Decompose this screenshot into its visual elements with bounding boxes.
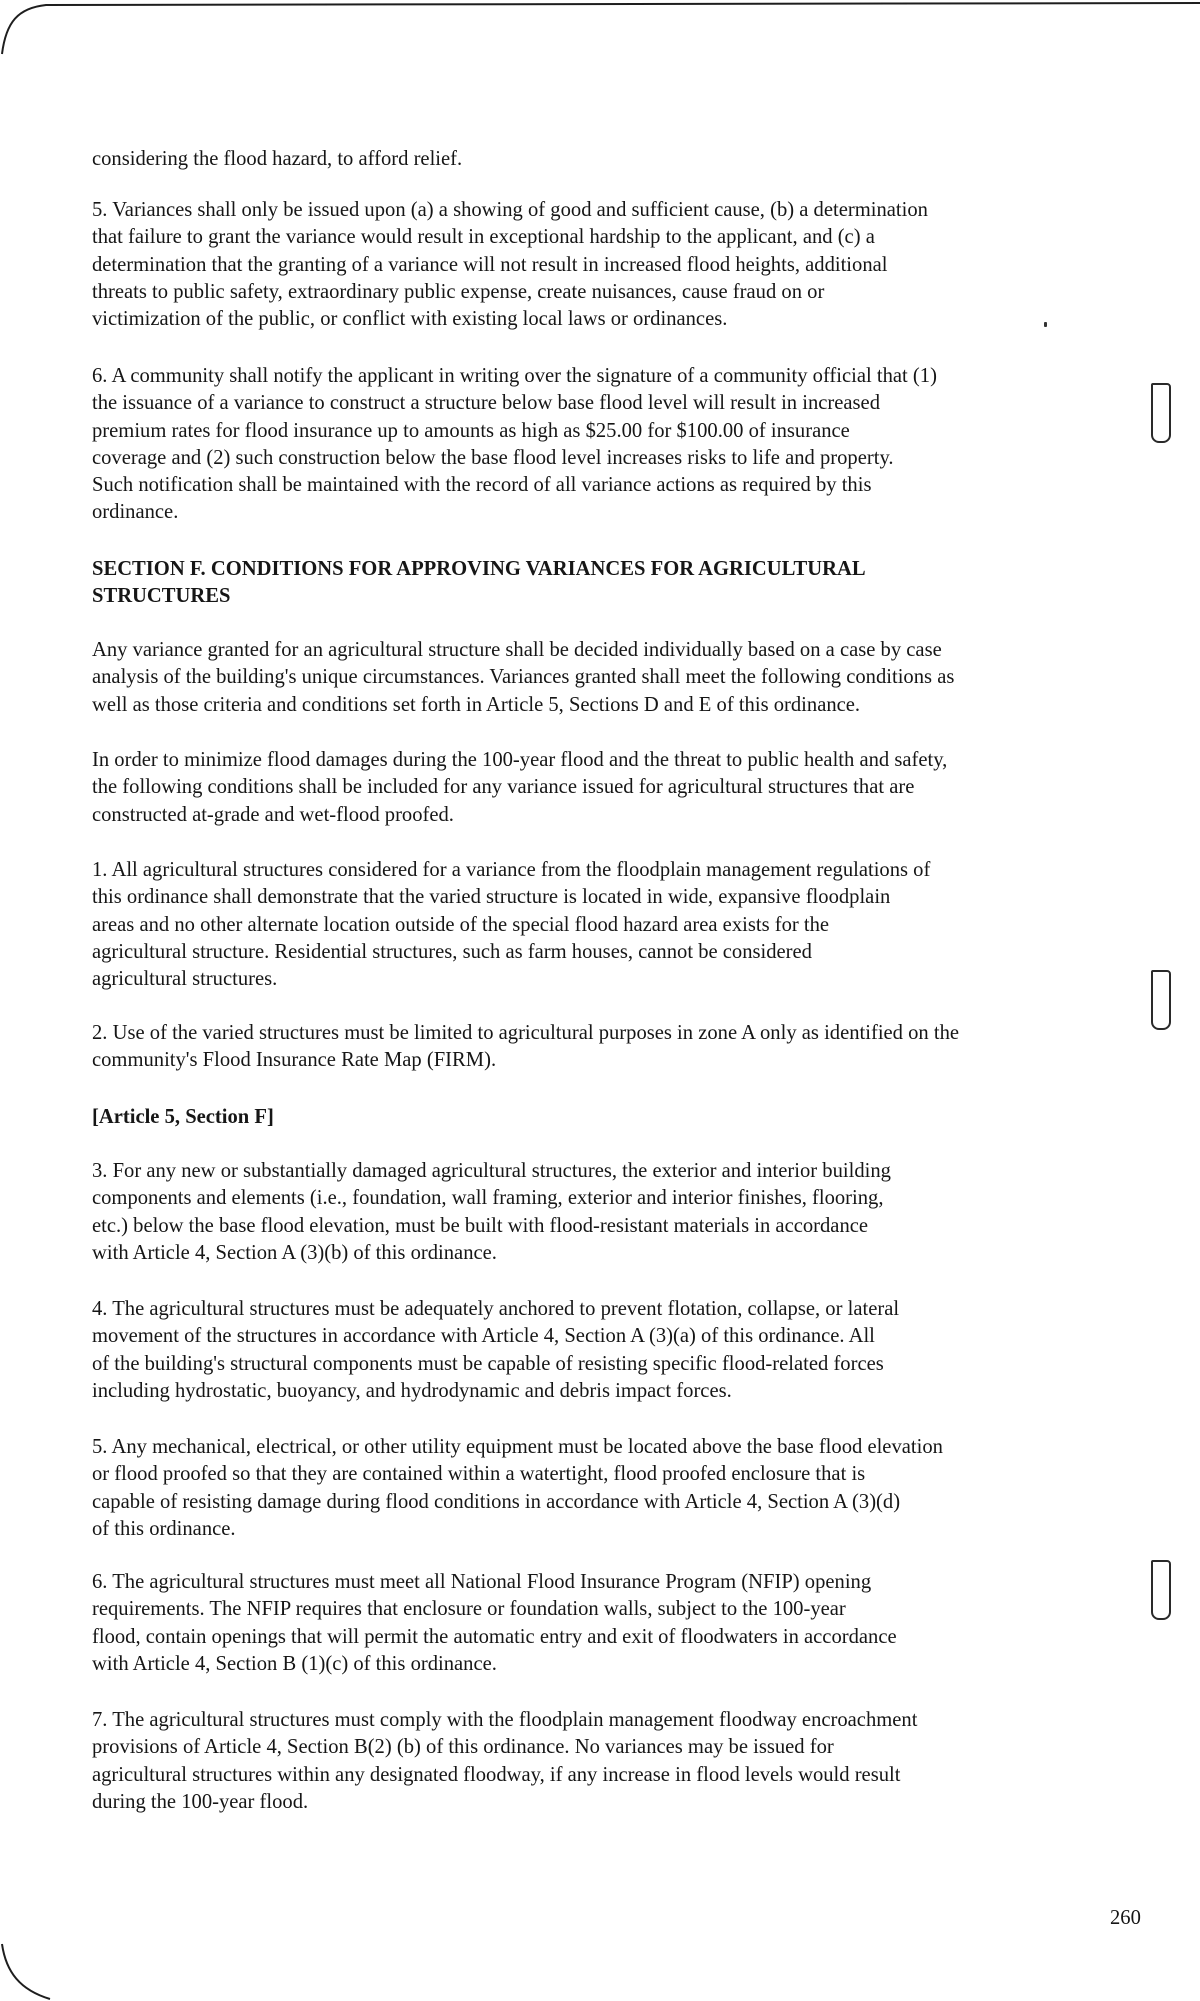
text-line: agricultural structures. <box>92 968 278 991</box>
margin-bracket-mark <box>1151 383 1171 443</box>
paragraph-variance-item-5 <box>92 197 928 333</box>
text-line: of this ordinance. <box>92 1517 236 1540</box>
text-line: [Article 5, Section F] <box>92 1106 274 1128</box>
text-line: during the 100-year flood. <box>92 1790 309 1813</box>
text-line: agricultural structure. Residential structures, such as farm houses, cannot be considered <box>92 940 812 963</box>
text-line: well as those criteria and conditions set forth in Article 5, Sections D and E of this ordinance. <box>92 693 861 716</box>
margin-bracket-mark <box>1151 970 1171 1030</box>
text-line: flood, contain openings that will permit the automatic entry and exit of floodwaters in accordance <box>92 1625 897 1648</box>
paragraph-condition-2 <box>92 1020 959 1075</box>
text-line: of the building's structural components must be capable of resisting specific flood-related forces <box>92 1352 884 1375</box>
text-line: 6. A community shall notify the applicant in writing over the signature of a community official that (1) <box>92 365 937 387</box>
text-line: ordinance. <box>92 501 179 524</box>
article-reference <box>92 1104 274 1131</box>
text-line: with Article 4, Section A (3)(b) of this ordinance. <box>92 1241 497 1264</box>
text-line: or flood proofed so that they are contained within a watertight, flood proofed enclosure that is <box>92 1463 866 1486</box>
paragraph-condition-5 <box>92 1434 943 1543</box>
margin-bracket-mark <box>1151 1560 1171 1620</box>
text-line: areas and no other alternate location outside of the special flood hazard area exists for the <box>92 913 830 936</box>
text-line: movement of the structures in accordance with Article 4, Section A (3)(a) of this ordinance. All <box>92 1325 875 1348</box>
text-line: components and elements (i.e., foundation, wall framing, exterior and interior finishes, flooring, <box>92 1187 884 1210</box>
text-line: requirements. The NFIP requires that enclosure or foundation walls, subject to the 100-year <box>92 1598 846 1621</box>
text-line: agricultural structures within any designated floodway, if any increase in flood levels would result <box>92 1763 901 1786</box>
heading-line: STRUCTURES <box>92 585 231 608</box>
text-line: 3. For any new or substantially damaged agricultural structures, the exterior and interior building <box>92 1160 891 1182</box>
text-line: threats to public safety, extraordinary public expense, create nuisances, cause fraud on or <box>92 280 825 303</box>
paragraph-condition-7 <box>92 1707 917 1816</box>
text-line: with Article 4, Section B (1)(c) of this ordinance. <box>92 1652 497 1675</box>
page-number: 260 <box>1110 1907 1141 1929</box>
text-line: Such notification shall be maintained with the record of all variance actions as required by this <box>92 474 872 497</box>
text-line: 2. Use of the varied structures must be limited to agricultural purposes in zone A only as identified on the <box>92 1022 960 1044</box>
text-line: In order to minimize flood damages during the 100-year flood and the threat to public health and safety, <box>92 749 948 771</box>
paragraph-variance-item-6 <box>92 363 937 527</box>
text-line: that failure to grant the variance would result in exceptional hardship to the applicant, and (c) a <box>92 226 875 249</box>
text-line: constructed at-grade and wet-flood proofed. <box>92 803 454 826</box>
text-line: 1. All agricultural structures considered for a variance from the floodplain management regulations of <box>92 859 931 881</box>
text-line: 6. The agricultural structures must meet all National Flood Insurance Program (NFIP) opening <box>92 1571 872 1593</box>
text-line: including hydrostatic, buoyancy, and hydrodynamic and debris impact forces. <box>92 1379 732 1402</box>
section-f-heading <box>92 556 866 611</box>
text-line: analysis of the building's unique circumstances. Variances granted shall meet the following conditions as <box>92 666 955 689</box>
text-line: community's Flood Insurance Rate Map (FIRM). <box>92 1049 497 1072</box>
text-line: this ordinance shall demonstrate that the varied structure is located in wide, expansive floodplain <box>92 886 891 909</box>
text-line: 4. The agricultural structures must be adequately anchored to prevent flotation, collapse, or lateral <box>92 1298 900 1320</box>
paragraph-condition-4 <box>92 1296 899 1405</box>
text-line: 7. The agricultural structures must comply with the floodplain management floodway encroachment <box>92 1709 918 1731</box>
text-line: Any variance granted for an agricultural structure shall be decided individually based on a case by case <box>92 639 942 661</box>
text-line: coverage and (2) such construction below the base flood level increases risks to life and property. <box>92 446 894 469</box>
paragraph-continuation <box>92 146 462 173</box>
stray-scan-mark <box>1044 322 1047 327</box>
paragraph-condition-3 <box>92 1158 891 1267</box>
paragraph-condition-1 <box>92 857 930 993</box>
paragraph-condition-6 <box>92 1569 897 1678</box>
paragraph-section-f-intro <box>92 637 954 719</box>
text-line: premium rates for flood insurance up to amounts as high as $25.00 for $100.00 of insurance <box>92 419 850 442</box>
text-line: provisions of Article 4, Section B(2) (b) of this ordinance. No variances may be issued for <box>92 1736 834 1759</box>
paragraph-conditions-intro <box>92 747 947 829</box>
text-line: etc.) below the base flood elevation, must be built with flood-resistant materials in accordance <box>92 1214 869 1237</box>
text-line: 5. Variances shall only be issued upon (a) a showing of good and sufficient cause, (b) a determination <box>92 199 928 221</box>
text-line: the issuance of a variance to construct a structure below base flood level will result in increased <box>92 392 880 415</box>
text-line: 5. Any mechanical, electrical, or other utility equipment must be located above the base flood elevation <box>92 1436 943 1458</box>
text-line: victimization of the public, or conflict with existing local laws or ordinances. <box>92 308 728 331</box>
text-line: capable of resisting damage during flood conditions in accordance with Article 4, Section A (3)(d) <box>92 1490 901 1513</box>
text-line: determination that the granting of a variance will not result in increased flood heights, additional <box>92 253 888 276</box>
heading-line: SECTION F. CONDITIONS FOR APPROVING VARIANCES FOR AGRICULTURAL <box>92 558 866 580</box>
text-line: considering the flood hazard, to afford relief. <box>92 148 463 170</box>
text-line: the following conditions shall be included for any variance issued for agricultural structures that are <box>92 776 915 799</box>
